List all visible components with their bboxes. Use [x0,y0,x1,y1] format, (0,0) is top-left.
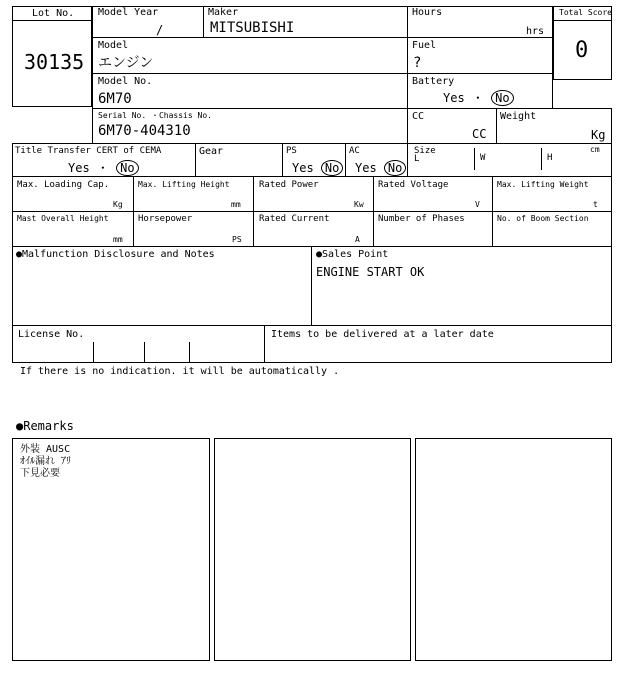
title-transfer-no-circled: No [116,160,138,176]
ps-no-circled: No [321,160,343,176]
model-label: Model [98,40,129,51]
mast-height-label: Mast Overall Height [17,214,109,223]
remarks-box-2 [214,438,411,661]
horsepower-label: Horsepower [138,214,193,224]
title-transfer-options [68,160,139,176]
gear-label: Gear [199,146,224,157]
maker-value: MITSUBISHI [210,20,295,36]
later-items-label: Items to be delivered at a later date [271,329,494,340]
rated-voltage-label: Rated Voltage [378,180,449,190]
mast-height-unit: mm [113,235,123,244]
lot-number-value: 30135 [24,50,85,74]
title-transfer-separator: ・ [96,161,109,175]
ac-label: AC [349,146,360,156]
model-year-value: / [156,23,164,37]
hours-label: Hours [412,7,443,18]
size-label: Size [414,146,436,156]
fuel-value: ? [413,55,422,71]
serial-label: Serial No. ・Chassis No. [98,111,212,120]
total-score-value: 0 [575,38,589,63]
cc-unit: CC [472,127,487,141]
ac-options [355,160,406,176]
maker-label: Maker [208,7,239,18]
cc-label: CC [412,111,425,122]
max-lifting-weight-label: Max. Lifting Weight [497,180,589,189]
serial-value: 6M70-404310 [98,123,191,139]
auto-note: If there is no indication. it will be automatically . [20,366,340,377]
rated-power-unit: Kw [354,200,364,209]
sales-point-label: ●Sales Point [316,249,389,260]
license-label: License No. [18,329,85,340]
remarks-box-1-text: 外装 AUSC ｵｲﾙ漏れ ｱﾘ 下見必要 [20,444,72,479]
size-h: H [547,153,553,163]
battery-options [443,90,514,106]
ps-options [292,160,343,176]
model-year-label: Model Year [98,7,159,18]
max-loading-label: Max. Loading Cap. [17,180,110,190]
size-unit: cm [590,145,600,154]
horsepower-unit: PS [232,235,242,244]
ac-no-circled: No [384,160,406,176]
battery-label: Battery [412,76,455,87]
rated-current-unit: A [355,235,360,244]
malfunction-label: ●Malfunction Disclosure and Notes [16,249,215,260]
max-lifting-height-unit: mm [231,200,241,209]
lot-number-label: Lot No. [32,8,75,19]
size-w: W [480,153,486,163]
ps-yes: Yes [292,161,314,175]
size-l: L [414,154,420,164]
max-loading-unit: Kg [113,200,123,209]
battery-separator: ・ [471,91,484,105]
max-lifting-weight-unit: t [593,200,598,209]
remarks-label: ●Remarks [16,419,74,433]
phases-label: Number of Phases [378,214,465,224]
battery-no-circled: No [491,90,513,106]
size-cell [407,143,612,177]
boom-section-label: No. of Boom Section [497,214,589,223]
fuel-label: Fuel [412,40,437,51]
battery-yes: Yes [443,91,465,105]
ps-label: PS [286,146,297,156]
ac-yes: Yes [355,161,377,175]
weight-label: Weight [500,111,537,122]
title-transfer-label: Title Transfer CERT of CEMA [15,146,162,156]
remarks-box-3 [415,438,612,661]
rated-current-label: Rated Current [259,214,330,224]
model-value: エンジン [98,55,154,71]
hours-unit: hrs [526,26,545,37]
title-transfer-yes: Yes [68,161,90,175]
rated-power-label: Rated Power [259,180,319,190]
rated-voltage-unit: V [475,200,480,209]
model-no-value: 6M70 [98,91,132,107]
sales-point-value: ENGINE START OK [316,265,425,279]
total-score-label: Total Score [559,8,612,17]
weight-unit: Kg [591,128,606,142]
model-no-label: Model No. [98,76,153,87]
max-lifting-height-label: Max. Lifting Height [138,180,230,189]
